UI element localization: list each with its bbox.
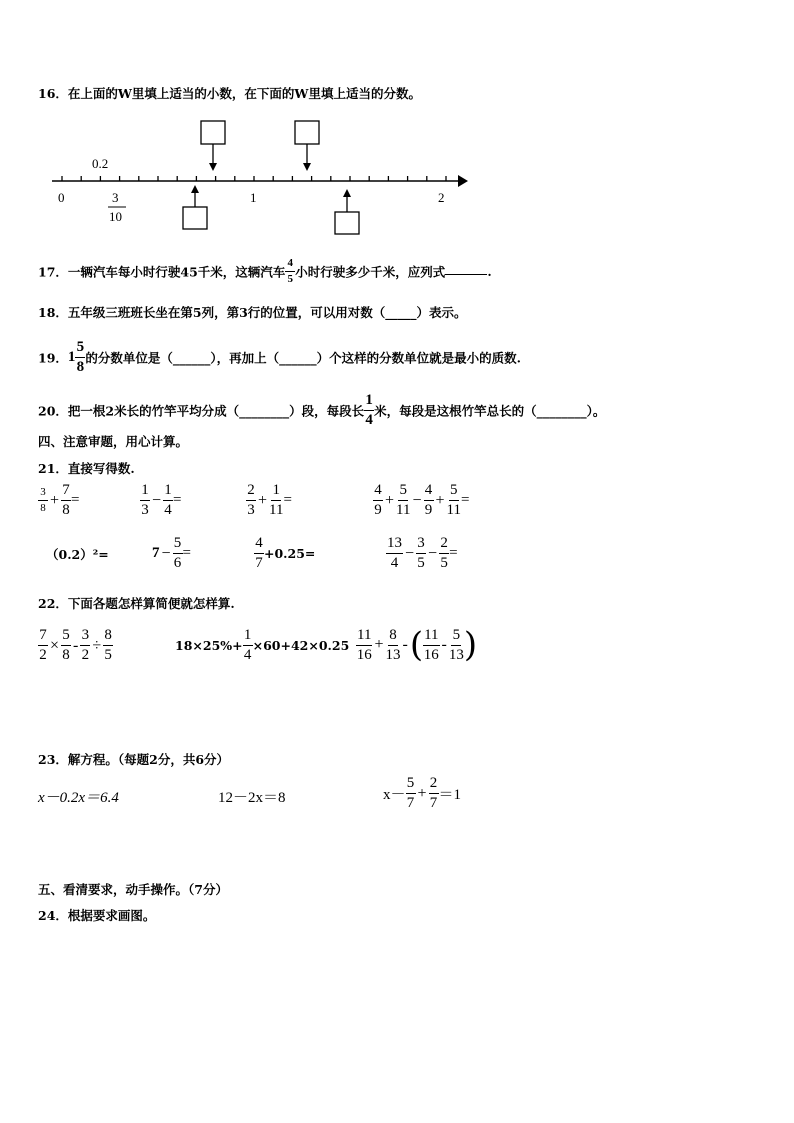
question-18: 18．五年级三班班长坐在第5列，第3行的位置，可以用对数（_____）表示。 [38, 305, 467, 320]
question-21: 21．直接写得数. [38, 461, 135, 476]
arrow-up-icon [343, 189, 351, 197]
arrow-down-icon [303, 163, 311, 171]
label-one: 1 [250, 190, 257, 205]
section-5-heading: 五、看清要求，动手操作。（7分） [38, 882, 228, 897]
q21-expr-5: （0.2）²= [46, 547, 109, 562]
answer-box-bottom-2[interactable] [335, 212, 359, 234]
label-frac-num: 3 [112, 190, 119, 205]
question-24: 24．根据要求画图。 [38, 908, 156, 923]
q22-expr-1: $\frac{7}{2}$ × $\frac{5}{8}$ - $\frac{3}{2}$ ÷ $\frac{8}{5}$ [39, 627, 112, 663]
q21-expr-1: $\frac{3}{8}$ + $\frac{7}{8}$ = [38, 483, 80, 518]
arrow-up-icon [191, 185, 199, 193]
question-19: 19．1 $\frac{5}{8}$ 的分数单位是（______），再加上（______）个这样的分数单位就是最小的质数. [38, 339, 522, 375]
q21-expr-4: $\frac{4}{9}$ + $\frac{5}{11}$ − $\frac{4}{9}$ + $\frac{5}{11}$ = [374, 482, 470, 518]
label-zero: 0 [58, 190, 65, 205]
q22-expr-2: 18×25%+ $\frac{1}{4}$ ×60+42×0.25 [175, 627, 350, 663]
q23-equation-1: x－0.2x＝6.4 [38, 790, 119, 806]
question-16: 16．在上面的W里填上适当的小数，在下面的W里填上适当的分数。 [38, 86, 421, 101]
section-4-heading: 四、注意审题，用心计算。 [38, 434, 189, 449]
q21-expr-3: $\frac{2}{3}$ + $\frac{1}{11}$ = [247, 482, 292, 518]
answer-blank[interactable] [445, 264, 487, 275]
label-tick: 0.2 [92, 156, 109, 171]
number-line-figure [40, 115, 480, 240]
question-22: 22．下面各题怎样算简便就怎样算. [38, 596, 235, 611]
q23-equation-2: 12－2x＝8 [218, 790, 286, 806]
q21-expr-8: $\frac{13}{4}$ − $\frac{3}{5}$ − $\frac{2}{5}$ = [387, 535, 458, 571]
number-line-ticks [62, 176, 446, 181]
label-frac-den: 10 [109, 209, 122, 224]
question-20: 20．把一根2米长的竹竿平均分成（________）段，每段长 $\frac{1}{4}$ 米，每段是这根竹竿总长的（________）。 [38, 392, 606, 428]
question-23: 23．解方程。（每题2分，共6分） [38, 752, 230, 767]
q21-expr-7: $\frac{4}{7}$ +0.25= [255, 535, 316, 571]
question-17: 17．一辆汽车每小时行驶45千米，这辆汽车 $\frac{4}{5}$ 小时行驶多少千米，应列式 . [38, 257, 492, 285]
answer-box-bottom-1[interactable] [183, 207, 207, 229]
answer-box-top-2[interactable] [295, 121, 319, 144]
arrow-down-icon [209, 163, 217, 171]
axis-arrow [458, 175, 468, 187]
answer-box-top-1[interactable] [201, 121, 225, 144]
label-two: 2 [438, 190, 445, 205]
q23-equation-3: x－ $\frac{5}{7}$ + $\frac{2}{7}$ ＝1 [383, 775, 462, 811]
q21-expr-2: $\frac{1}{3}$ − $\frac{1}{4}$ = [141, 482, 182, 518]
q21-expr-6: 7 − $\frac{5}{6}$ = [152, 535, 191, 571]
q22-expr-3: $\frac{11}{16}$ + $\frac{8}{13}$ -( $\frac{11}{16}$ - $\frac{5}{13}$ ) [356, 625, 478, 665]
